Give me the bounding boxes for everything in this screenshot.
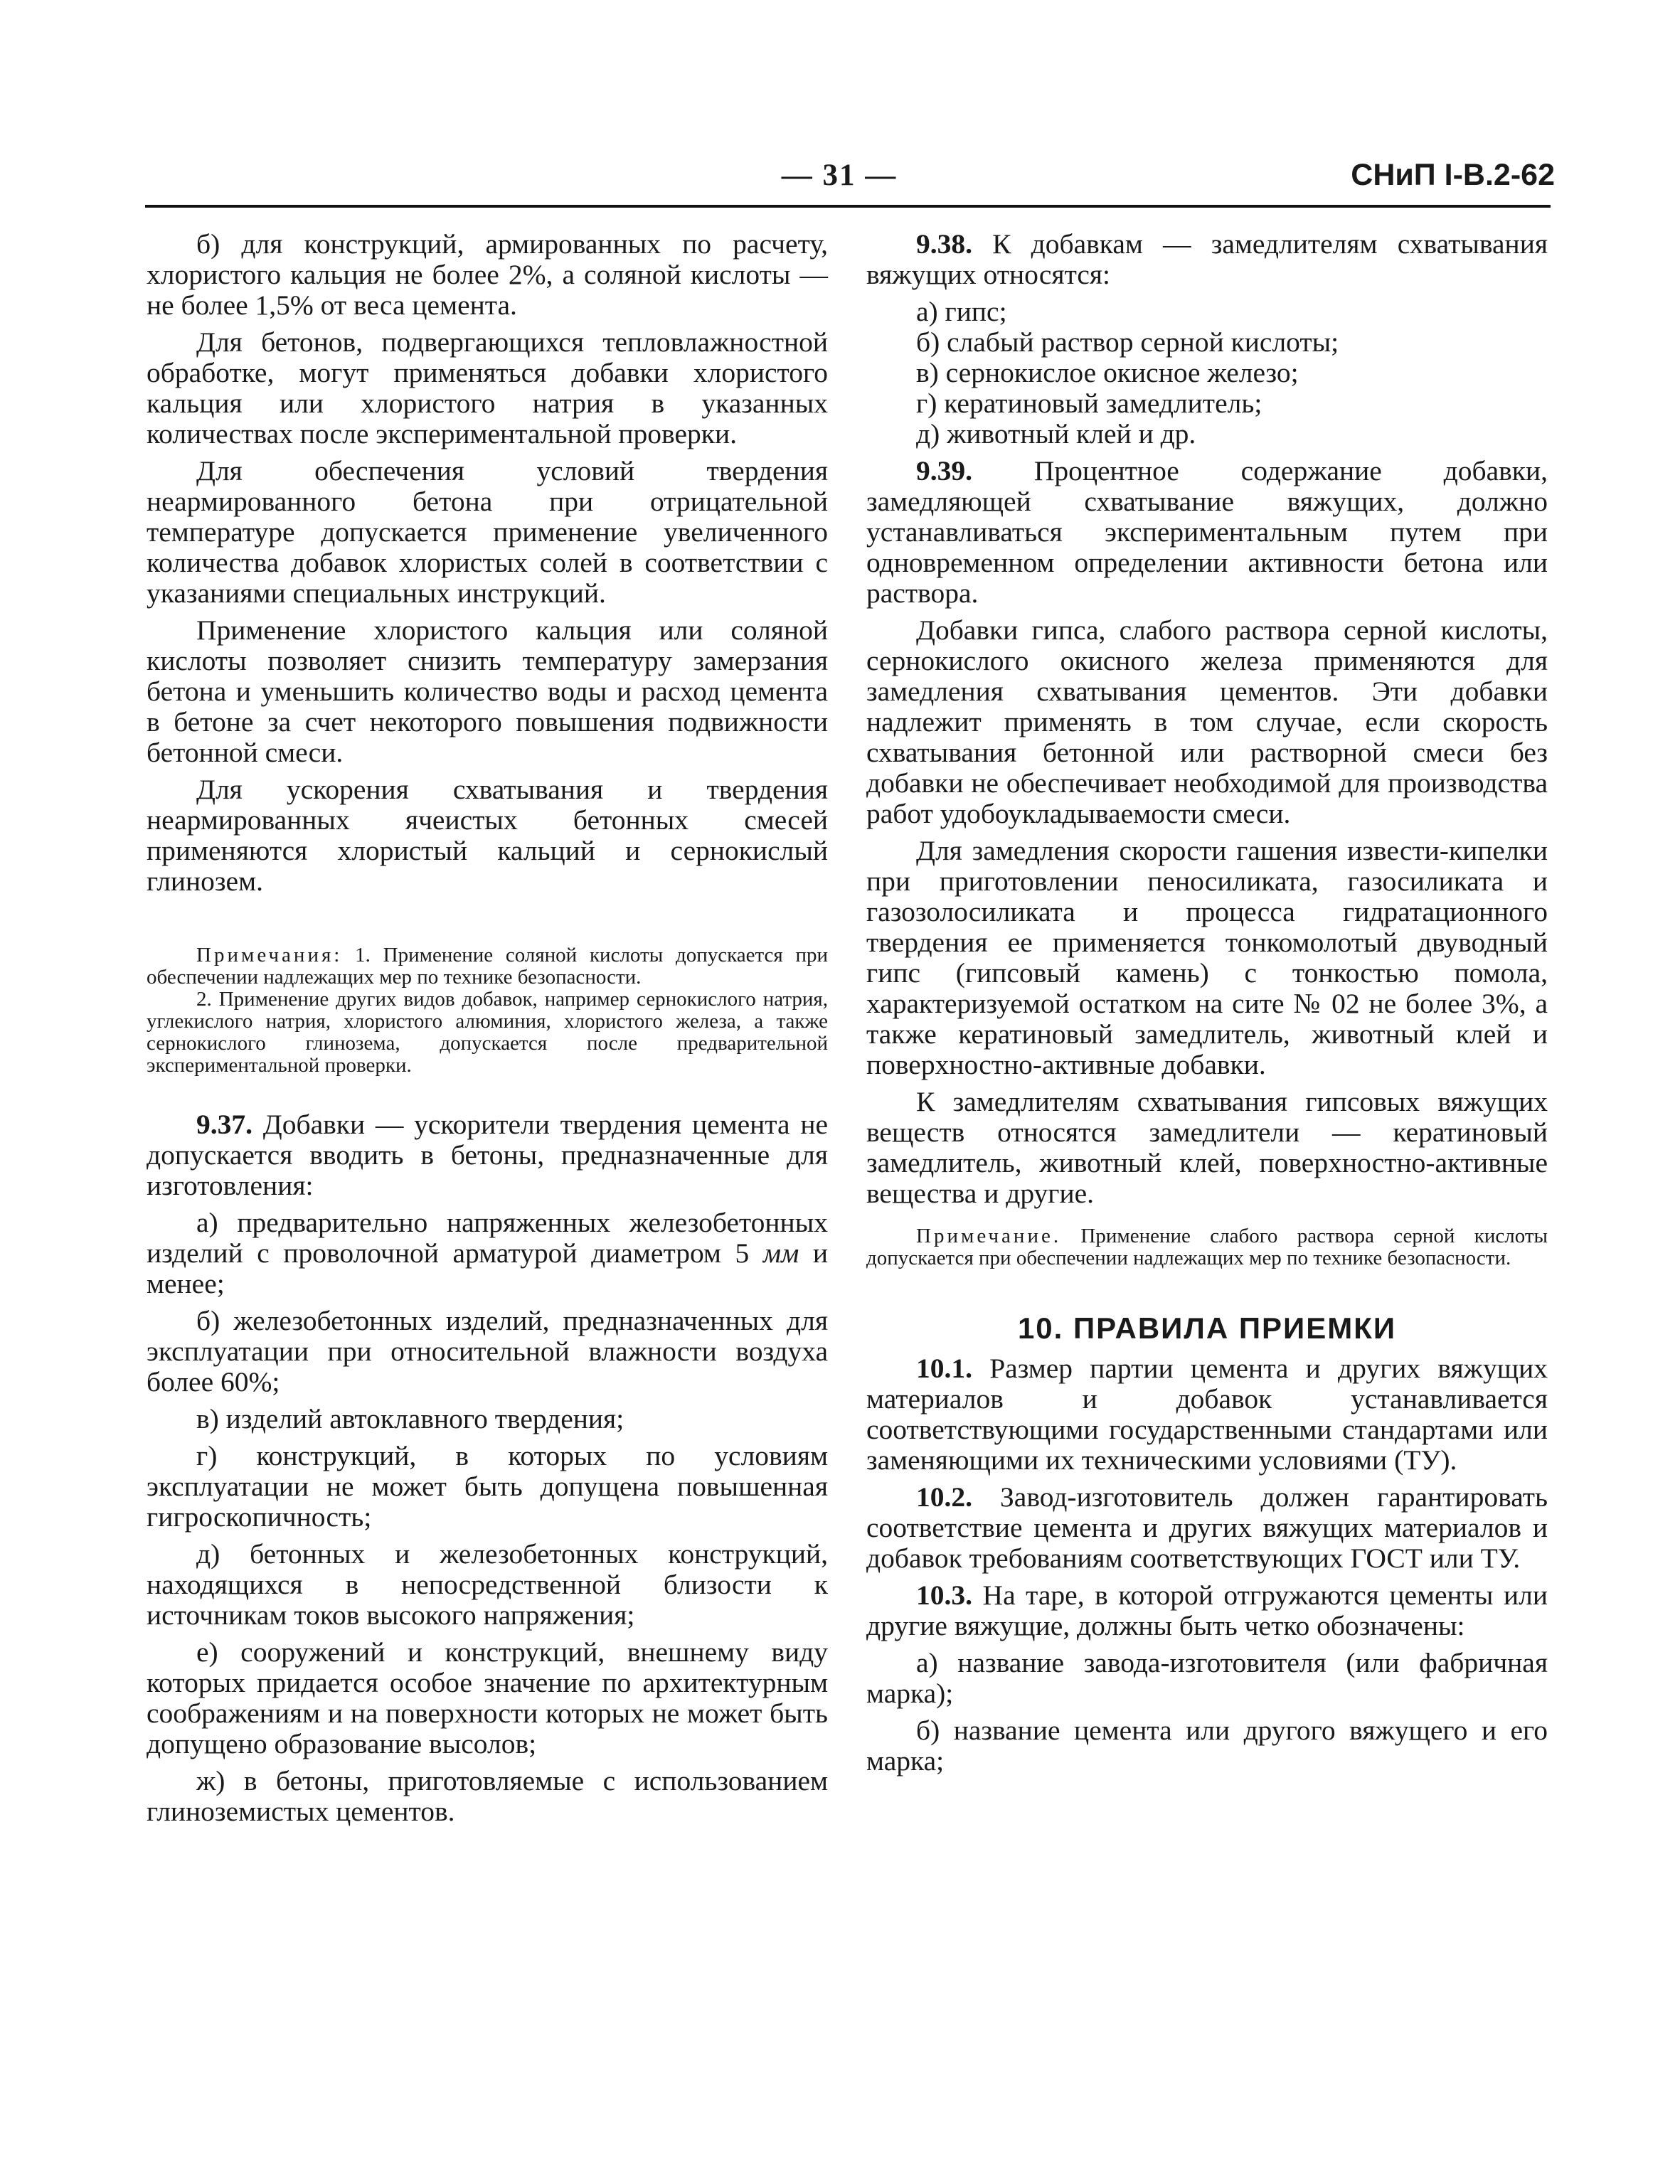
paragraph: Добавки гипса, слабого раствора серной кислоты, сернокислого окисного железа применяются для замедления схватывания цементов. Эти добавки надлежит применять в том случае, если скорость схватывания бетонной или растворной смеси без добавки не обеспечивает необходимой для производства работ удобоукладываемости смеси. [866, 614, 1548, 829]
document-code: СНиП I-В.2-62 [1351, 158, 1555, 192]
paragraph: Для замедления скорости гашения извести-кипелки при приготовлении пеносиликата, газосиликата и газозолосиликата и процесса гидратационного твердения ее применяется тонкомолотый двуводный гипс (гипсовый камень) с тонкостью помола, характеризуемой остатком на сите № 02 не более 3%, а также кератиновый замедлитель, животный клей и поверхностно-активные добавки. [866, 835, 1548, 1080]
page-number: — 31 — [781, 159, 898, 192]
clause-9-37 [147, 1109, 828, 1201]
list-item [147, 1208, 828, 1299]
clause-10-2 [866, 1482, 1548, 1574]
spacer [866, 1269, 1548, 1311]
list-item: в) сернокислое окисное железо; [916, 357, 1299, 388]
clause-text: Размер партии цемента и других вяжущих материалов и добавок устанавливается соответствующими государственными стандартами или заменяющими их техническими условиями (ТУ). [866, 1353, 1548, 1476]
clause-9-39 [866, 456, 1548, 609]
left-column [147, 229, 828, 1833]
note-label: Примечания: [196, 944, 343, 966]
spacer [866, 1215, 1548, 1225]
header-rule [145, 205, 1551, 208]
paragraph: б) для конструкций, армированных по расчету, хлористого кальция не более 2%, а соляной кислоты — не более 1,5% от веса цемента. [147, 228, 828, 321]
list-item-text: и менее; [147, 1237, 829, 1299]
list-item: в) изделий автоклавного твердения; [196, 1403, 624, 1434]
clause-text: Завод-изготовитель должен гарантировать соответствие цемента и других вяжущих материалов и добавок требованиям соответствующих ГОСТ или ТУ. [866, 1481, 1548, 1574]
paragraph: Для ускорения схватывания и твердения неармированных ячеистых бетонных смесей применяются хлористый кальций и сернокислый глинозем. [147, 774, 828, 897]
list-item: г) конструкций, в которых по условиям эксплуатации не может быть допущена повышенная гигроскопичность; [147, 1440, 828, 1533]
list-item: е) сооружений и конструкций, внешнему виду которых придается особое значение по архитектурным соображениям и на поверхности которых не может быть допущено образование высолов; [147, 1636, 828, 1759]
paragraph: Применение хлористого кальция или соляной кислоты позволяет снизить температуру замерзания бетона и уменьшить количество воды и расход цемента в бетоне за счет некоторого повышения подвижности бетонной смеси. [147, 614, 828, 768]
paragraph: К замедлителям схватывания гипсовых вяжущих веществ относятся замедлители — кератиновый замедлитель, животный клей, поверхностно-активные вещества и другие. [866, 1086, 1548, 1209]
spacer [147, 1077, 828, 1109]
list-item: г) кератиновый замедлитель; [916, 388, 1262, 419]
list-item: б) железобетонных изделий, предназначенных для эксплуатации при относительной влажности воздуха более 60%; [147, 1305, 828, 1397]
clause-10-3 [866, 1580, 1548, 1641]
list-item: д) бетонных и железобетонных конструкций, находящихся в непосредственной близости к источникам токов высокого напряжения; [147, 1538, 828, 1631]
note-text: Применение слабого раствора серной кислоты допускается при обеспечении надлежащих мер по технике безопасности. [866, 1225, 1548, 1269]
clause-text: На таре, в которой отгружаются цементы или другие вяжущие, должны быть четко обозначены: [866, 1580, 1548, 1641]
clause-text: К добавкам — замедлителям схватывания вяжущих относятся: [866, 228, 1548, 290]
clause-10-1 [866, 1353, 1548, 1476]
clause-number: 9.38. [916, 228, 972, 260]
clause-number: 9.39. [916, 455, 972, 486]
clause-text: Процентное содержание добавки, замедляющей схватывание вяжущих, должно устанавливаться экспериментальным путем при одновременном определении активности бетона или раствора. [866, 455, 1548, 609]
clause-number: 10.3. [916, 1580, 972, 1611]
list-item-text: а) предварительно напряженных железобетонных изделий с проволочной арматурой диаметром 5 [147, 1207, 828, 1269]
clause-text: Добавки — ускорители твердения цемента не допускается вводить в бетоны, предназначенные для изготовления: [147, 1109, 829, 1201]
right-column [866, 229, 1548, 1783]
clause-number: 10.1. [916, 1353, 972, 1384]
list-item: б) слабый раствор серной кислоты; [916, 326, 1339, 358]
spacer [147, 903, 828, 944]
paragraph: Для обеспечения условий твердения неармированного бетона при отрицательной температуре допускается применение увеличенного количества добавок хлористых солей в соответствии с указаниями специальных инструкций. [147, 455, 828, 609]
list-item: б) название цемента или другого вяжущего и его марка; [866, 1715, 1548, 1777]
note-text: 1. Применение соляной кислоты допускается при обеспечении надлежащих мер по технике безопасности. [147, 944, 829, 989]
clause-number: 9.37. [196, 1109, 252, 1140]
paragraph: Для бетонов, подвергающихся тепловлажностной обработке, могут применяться добавки хлористого кальция или хлористого натрия в указанных количествах после экспериментальной проверки. [147, 326, 828, 449]
list-item: д) животный клей и др. [916, 418, 1196, 449]
list-item: а) название завода-изготовителя (или фабричная марка); [866, 1647, 1548, 1709]
note-label: Примечание. [916, 1225, 1062, 1247]
list-item: а) гипс; [916, 296, 1007, 327]
note: 2. Применение других видов добавок, например сернокислого натрия, углекислого натрия, хлористого алюминия, хлористого железа, а также сернокислого глинозема, допускается после предварительной экспериментальной проверки. [147, 988, 828, 1077]
note [866, 1225, 1548, 1269]
clause-number: 10.2. [916, 1481, 972, 1513]
list-item: ж) в бетоны, приготовляемые с использованием глиноземистых цементов. [147, 1765, 828, 1827]
clause-9-38 [866, 229, 1548, 290]
section-title: 10. ПРАВИЛА ПРИЕМКИ [1017, 1311, 1397, 1345]
note [147, 944, 828, 989]
unit: мм [762, 1237, 799, 1269]
